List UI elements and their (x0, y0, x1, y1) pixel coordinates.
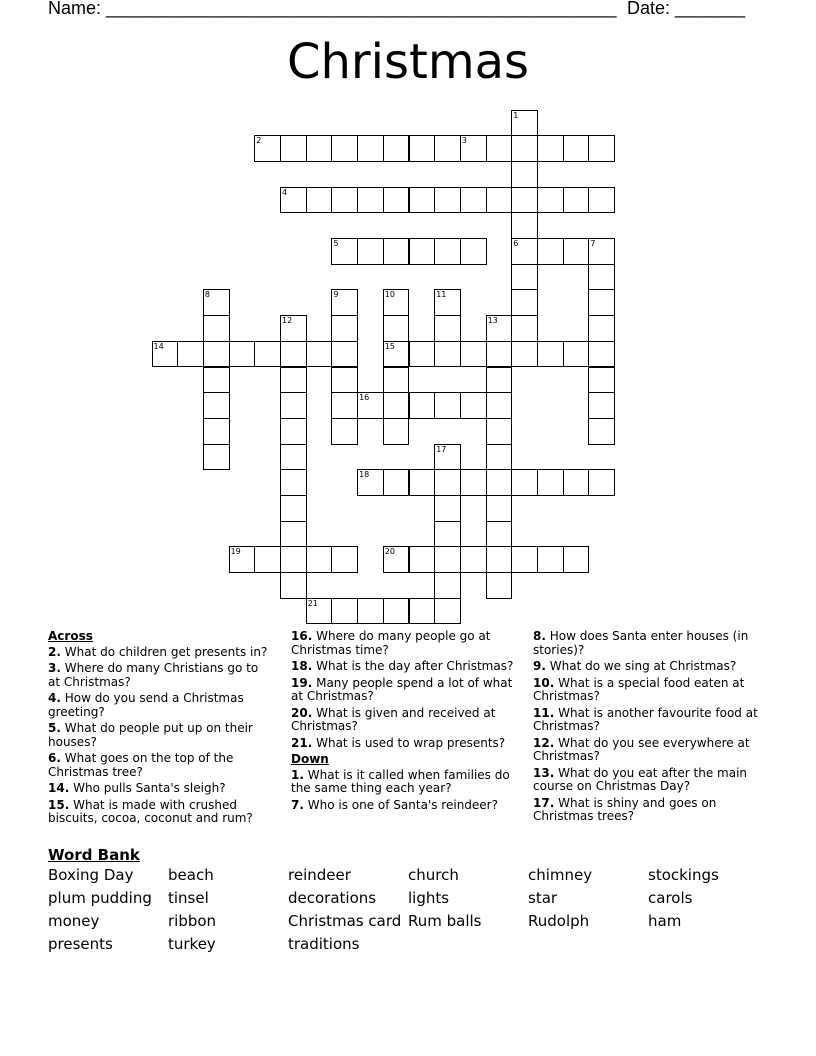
clue-down-17: 17. What is shiny and goes on Christmas trees? (533, 795, 717, 823)
crossword-cell[interactable] (434, 187, 461, 214)
clue-across-5: 5. What do people put up on their houses? (48, 721, 253, 749)
clue-number: 1 (513, 110, 519, 120)
crossword-cell[interactable] (486, 469, 513, 496)
crossword-cell[interactable] (460, 469, 487, 496)
clue-down-7: 7. Who is one of Santa's reindeer? (291, 797, 498, 812)
word-bank-item: star (528, 889, 558, 907)
across-heading: Across (48, 629, 93, 643)
crossword-cell[interactable] (331, 315, 358, 342)
crossword-cell[interactable] (486, 367, 513, 394)
word-bank-item: lights (408, 889, 450, 907)
crossword-cell[interactable] (511, 341, 538, 368)
clue-down-13: 13. What do you eat after the main course on Christmas Day? (533, 765, 748, 793)
crossword-cell[interactable] (383, 315, 410, 342)
clue-number: 7 (590, 239, 596, 248)
crossword-cell[interactable] (383, 187, 410, 214)
crossword-cell[interactable] (511, 135, 538, 162)
crossword-cell[interactable] (588, 289, 615, 316)
crossword-cell[interactable] (280, 187, 307, 214)
clue-across-21: 21. What is used to wrap presents? (291, 735, 506, 750)
word-bank-item: traditions (288, 935, 360, 953)
crossword-cell[interactable] (357, 469, 384, 496)
crossword-cell[interactable] (203, 392, 230, 419)
word-bank-item: ribbon (168, 912, 217, 930)
crossword-cell[interactable] (588, 315, 615, 342)
crossword-cell[interactable] (537, 469, 564, 496)
clue-down-9: 9. What do we sing at Christmas? (533, 659, 737, 673)
name-field-label: Name: ___________________________________________________ (48, 0, 617, 18)
crossword-cell[interactable] (409, 598, 436, 625)
crossword-cell[interactable] (409, 392, 436, 419)
crossword-cell[interactable] (537, 341, 564, 368)
crossword-cell[interactable] (409, 546, 436, 573)
crossword-cell[interactable] (331, 289, 358, 316)
clue-across-2: 2. What do children get presents in? (48, 644, 268, 659)
word-bank-item: reindeer (288, 866, 351, 884)
crossword-cell[interactable] (511, 315, 538, 342)
crossword-cell[interactable] (331, 392, 358, 419)
crossword-cell[interactable] (588, 238, 615, 265)
crossword-cell[interactable] (331, 598, 358, 625)
clues-column-3 (533, 630, 768, 827)
clue-number: 18 (359, 470, 370, 480)
clue-down-12: 12. What do you see everywhere at Christmas? (533, 735, 750, 763)
down-heading: Down (291, 752, 329, 766)
crossword-cell[interactable] (383, 367, 410, 394)
crossword-cell[interactable] (280, 521, 307, 548)
clue-down-1: 1. What is it called when families do the same thing each year? (291, 767, 510, 795)
clue-number: 16 (359, 393, 370, 403)
crossword-cell[interactable] (486, 546, 513, 573)
crossword-cell[interactable] (280, 469, 307, 496)
clue-number: 2 (256, 136, 262, 146)
crossword-cell[interactable] (434, 289, 461, 316)
clue-number: 8 (204, 290, 210, 300)
clue-across-14: 14. Who pulls Santa's sleigh? (48, 781, 226, 795)
crossword-cell[interactable] (511, 546, 538, 573)
crossword-cell[interactable] (357, 238, 384, 265)
page-title: Christmas (286, 34, 529, 90)
crossword-cell[interactable] (486, 521, 513, 548)
clue-across-3: 3. Where do many Christians go to at Christmas? (48, 661, 259, 689)
clues-column-2 (291, 630, 519, 815)
crossword-cell[interactable] (460, 135, 487, 162)
clue-number: 20 (384, 547, 395, 557)
crossword-cell[interactable] (409, 135, 436, 162)
crossword-cell[interactable] (486, 187, 513, 214)
crossword-cell[interactable] (280, 444, 307, 471)
crossword-cell[interactable] (511, 264, 538, 291)
crossword-cell[interactable] (280, 315, 307, 342)
crossword-cell[interactable] (434, 469, 461, 496)
crossword-cell[interactable] (331, 238, 358, 265)
crossword-cell[interactable] (434, 521, 461, 548)
word-bank-item: ham (648, 912, 682, 930)
crossword-cell[interactable] (460, 341, 487, 368)
crossword-cell[interactable] (331, 135, 358, 162)
crossword-cell[interactable] (409, 238, 436, 265)
crossword-cell[interactable] (331, 367, 358, 394)
crossword-cell[interactable] (511, 212, 538, 239)
crossword-cell[interactable] (511, 238, 538, 265)
crossword-cell[interactable] (486, 444, 513, 471)
date-field-label: Date: _______ (627, 0, 746, 18)
crossword-cell[interactable] (486, 341, 513, 368)
word-bank-item: beach (168, 866, 214, 884)
clue-down-10: 10. What is a special food eaten at Christmas? (533, 675, 745, 703)
word-bank-item: carols (648, 889, 693, 907)
crossword-cell[interactable] (383, 469, 410, 496)
clue-number: 19 (230, 547, 241, 557)
crossword-cell[interactable] (537, 238, 564, 265)
clue-number: 5 (333, 239, 339, 248)
word-bank-item: plum pudding (48, 889, 152, 907)
crossword-cell[interactable] (588, 135, 615, 162)
crossword-cell[interactable] (486, 572, 513, 599)
crossword-cell[interactable] (563, 546, 590, 573)
crossword-cell[interactable] (563, 341, 590, 368)
crossword-cell[interactable] (306, 341, 333, 368)
crossword-cell[interactable] (383, 418, 410, 445)
crossword-cell[interactable] (434, 392, 461, 419)
clue-number: 15 (384, 341, 395, 351)
crossword-cell[interactable] (486, 392, 513, 419)
word-bank-item: church (408, 866, 459, 884)
clue-number: 6 (513, 239, 519, 248)
crossword-cell[interactable] (537, 135, 564, 162)
clue-number: 13 (487, 316, 498, 326)
clue-number: 14 (153, 341, 164, 351)
crossword-cell[interactable] (229, 546, 256, 573)
crossword-cell[interactable] (588, 418, 615, 445)
word-bank-item: Christmas card (288, 912, 402, 930)
crossword-cell[interactable] (460, 238, 487, 265)
crossword-cell[interactable] (486, 135, 513, 162)
word-bank-title: Word Bank (48, 846, 140, 864)
crossword-cell[interactable] (434, 444, 461, 471)
clue-down-11: 11. What is another favourite food at Christmas? (533, 705, 758, 733)
crossword-cell[interactable] (357, 392, 384, 419)
crossword-cell[interactable] (306, 135, 333, 162)
clue-across-18: 18. What is the day after Christmas? (291, 659, 514, 673)
crossword-cell[interactable] (511, 110, 538, 137)
crossword-cell[interactable] (203, 444, 230, 471)
crossword-cell[interactable] (486, 495, 513, 522)
crossword-cell[interactable] (511, 289, 538, 316)
clue-across-6: 6. What goes on the top of the Christmas tree? (48, 751, 234, 779)
clue-number: 9 (333, 290, 339, 300)
crossword-cell[interactable] (409, 341, 436, 368)
crossword-cell[interactable] (383, 289, 410, 316)
crossword-cell[interactable] (357, 135, 384, 162)
crossword-cell[interactable] (331, 546, 358, 573)
crossword-cell[interactable] (280, 341, 307, 368)
word-bank-item: decorations (288, 889, 377, 907)
crossword-cell[interactable] (486, 418, 513, 445)
crossword-cell[interactable] (434, 495, 461, 522)
crossword-cell[interactable] (434, 238, 461, 265)
crossword-cell[interactable] (588, 264, 615, 291)
crossword-cell[interactable] (280, 392, 307, 419)
clue-number: 21 (307, 598, 318, 608)
crossword-cell[interactable] (588, 187, 615, 214)
crossword-cell[interactable] (383, 598, 410, 625)
word-bank-item: chimney (528, 866, 593, 884)
crossword-cell[interactable] (383, 135, 410, 162)
crossword-cell[interactable] (434, 341, 461, 368)
crossword-cell[interactable] (254, 341, 281, 368)
crossword-cell[interactable] (280, 135, 307, 162)
crossword-cell[interactable] (588, 367, 615, 394)
crossword-cell[interactable] (357, 598, 384, 625)
crossword-cell[interactable] (331, 187, 358, 214)
crossword-cell[interactable] (537, 187, 564, 214)
crossword-cell[interactable] (280, 418, 307, 445)
word-bank-item: Boxing Day (48, 866, 134, 884)
word-bank-item: turkey (168, 935, 216, 953)
crossword-cell[interactable] (588, 341, 615, 368)
crossword-cell[interactable] (203, 418, 230, 445)
crossword-cell[interactable] (511, 161, 538, 188)
crossword-cell[interactable] (588, 469, 615, 496)
clue-number: 12 (282, 316, 293, 326)
clue-across-16: 16. Where do many people go at Christmas time? (291, 629, 491, 657)
clue-number: 11 (436, 290, 447, 300)
crossword-cell[interactable] (306, 598, 333, 625)
crossword-cell[interactable] (383, 392, 410, 419)
crossword-cell[interactable] (434, 572, 461, 599)
crossword-cell[interactable] (357, 187, 384, 214)
crossword-cell[interactable] (563, 135, 590, 162)
crossword-cell[interactable] (409, 469, 436, 496)
crossword-cell[interactable] (229, 341, 256, 368)
crossword-cell[interactable] (280, 546, 307, 573)
clue-across-20: 20. What is given and received at Christmas? (291, 705, 496, 733)
crossword-cell[interactable] (306, 546, 333, 573)
crossword-cell[interactable] (280, 495, 307, 522)
crossword-cell[interactable] (280, 572, 307, 599)
crossword-cell[interactable] (588, 392, 615, 419)
word-bank-item: presents (48, 935, 113, 953)
crossword-cell[interactable] (511, 469, 538, 496)
clue-across-19: 19. Many people spend a lot of what at Christmas? (291, 675, 513, 703)
clue-across-15: 15. What is made with crushed biscuits, cocoa, coconut and rum? (48, 797, 253, 825)
clue-number: 17 (436, 444, 447, 454)
clues-column-1 (48, 630, 273, 829)
crossword-cell[interactable] (537, 546, 564, 573)
crossword-cell[interactable] (511, 187, 538, 214)
crossword-cell[interactable] (383, 546, 410, 573)
crossword-cell[interactable] (383, 238, 410, 265)
crossword-cell[interactable] (563, 469, 590, 496)
crossword-cell[interactable] (486, 315, 513, 342)
clue-number: 4 (282, 187, 288, 197)
crossword-cell[interactable] (409, 187, 436, 214)
crossword-cell[interactable] (203, 289, 230, 316)
crossword-cell[interactable] (203, 315, 230, 342)
crossword-cell[interactable] (280, 367, 307, 394)
crossword-cell[interactable] (460, 187, 487, 214)
word-bank-item: tinsel (168, 889, 209, 907)
crossword-cell[interactable] (203, 367, 230, 394)
word-bank-item: stockings (648, 866, 719, 884)
crossword-cell[interactable] (563, 238, 590, 265)
crossword-cell[interactable] (177, 341, 204, 368)
clue-across-4: 4. How do you send a Christmas greeting? (48, 691, 244, 719)
crossword-cell[interactable] (563, 187, 590, 214)
crossword-cell[interactable] (434, 315, 461, 342)
crossword-cell[interactable] (331, 341, 358, 368)
crossword-cell[interactable] (434, 546, 461, 573)
clue-number: 10 (384, 290, 395, 300)
crossword-cell[interactable] (460, 546, 487, 573)
crossword-cell[interactable] (383, 341, 410, 368)
word-bank-item: Rum balls (408, 912, 482, 930)
clue-number: 3 (461, 136, 467, 146)
crossword-cell[interactable] (331, 418, 358, 445)
clue-down-8: 8. How does Santa enter houses (in stories)? (533, 629, 749, 657)
crossword-cell[interactable] (254, 135, 281, 162)
crossword-cell[interactable] (254, 546, 281, 573)
crossword-cell[interactable] (152, 341, 179, 368)
crossword-cell[interactable] (434, 598, 461, 625)
crossword-cell[interactable] (460, 392, 487, 419)
crossword-cell[interactable] (434, 135, 461, 162)
word-bank-item: money (48, 912, 100, 930)
word-bank-item: Rudolph (528, 912, 590, 930)
crossword-cell[interactable] (203, 341, 230, 368)
crossword-cell[interactable] (306, 187, 333, 214)
